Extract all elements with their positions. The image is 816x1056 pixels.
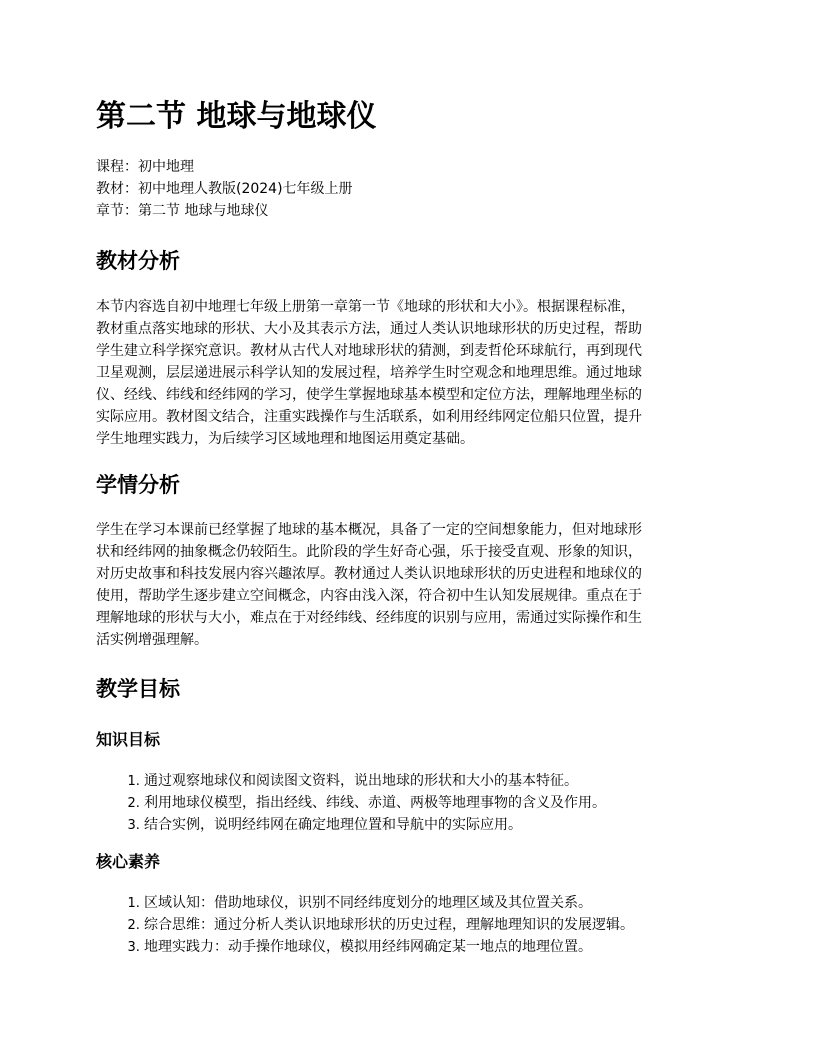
list-item: 2. 利用地球仪模型，指出经线、纬线、赤道、两极等地理事物的含义及作用。 xyxy=(144,792,768,814)
analysis-paragraph xyxy=(96,296,720,450)
list-item: 1. 区域认知：借助地球仪，识别不同经纬度划分的地理区域及其位置关系。 xyxy=(144,892,768,914)
students-line: 对历史故事和科技发展内容兴趣浓厚。教材通过人类认识地球形状的历史进程和地球仪的 xyxy=(96,566,642,582)
list-item: 3. 结合实例，说明经纬网在确定地理位置和导航中的实际应用。 xyxy=(144,814,768,836)
students-line: 活实例增强理解。 xyxy=(96,632,208,648)
section-heading-objectives: 教学目标 xyxy=(96,677,180,701)
students-line: 使用，帮助学生逐步建立空间概念，内容由浅入深，符合初中生认知发展规律。重点在于 xyxy=(96,588,642,604)
students-paragraph xyxy=(96,519,720,651)
list-item: 2. 综合思维：通过分析人类认识地球形状的历史过程，理解地理知识的发展逻辑。 xyxy=(144,914,768,936)
subsection-heading-knowledge: 知识目标 xyxy=(96,730,161,749)
analysis-line: 卫星观测，层层递进展示科学认知的发展过程，培养学生时空观念和地理思维。通过地球 xyxy=(96,365,642,381)
knowledge-list xyxy=(96,770,768,836)
analysis-line: 教材重点落实地球的形状、大小及其表示方法，通过人类认识地球形状的历史过程，帮助 xyxy=(96,321,642,337)
analysis-line: 学生地理实践力，为后续学习区域地理和地图运用奠定基础。 xyxy=(96,431,474,447)
page-title: 第二节 地球与地球仪 xyxy=(96,99,377,134)
students-line: 状和经纬网的抽象概念仍较陌生。此阶段的学生好奇心强，乐于接受直观、形象的知识， xyxy=(96,544,642,560)
meta-chapter: 章节：第二节 地球与地球仪 xyxy=(96,203,269,219)
section-heading-students: 学情分析 xyxy=(96,473,180,497)
subsection-heading-core: 核心素养 xyxy=(96,852,161,871)
students-line: 理解地球的形状与大小，难点在于对经纬线、经纬度的识别与应用，需通过实际操作和生 xyxy=(96,610,642,626)
analysis-line: 学生建立科学探究意识。教材从古代人对地球形状的猜测，到麦哲伦环球航行，再到现代 xyxy=(96,343,642,359)
list-item: 3. 地理实践力：动手操作地球仪，模拟用经纬网确定某一地点的地理位置。 xyxy=(144,936,768,958)
analysis-line: 仪、经线、纬线和经纬网的学习，使学生掌握地球基本模型和定位方法，理解地理坐标的 xyxy=(96,387,642,403)
students-line: 学生在学习本课前已经掌握了地球的基本概况，具备了一定的空间想象能力，但对地球形 xyxy=(96,522,642,538)
meta-course: 课程：初中地理 xyxy=(96,159,194,175)
analysis-line: 实际应用。教材图文结合，注重实践操作与生活联系，如利用经纬网定位船只位置，提升 xyxy=(96,409,642,425)
course-meta xyxy=(96,156,353,222)
core-list xyxy=(96,892,768,958)
list-item: 1. 通过观察地球仪和阅读图文资料，说出地球的形状和大小的基本特征。 xyxy=(144,770,768,792)
meta-textbook: 教材：初中地理人教版(2024)七年级上册 xyxy=(96,181,353,197)
section-heading-analysis: 教材分析 xyxy=(96,249,180,273)
analysis-line: 本节内容选自初中地理七年级上册第一章第一节《地球的形状和大小》。根据课程标准， xyxy=(96,299,635,315)
